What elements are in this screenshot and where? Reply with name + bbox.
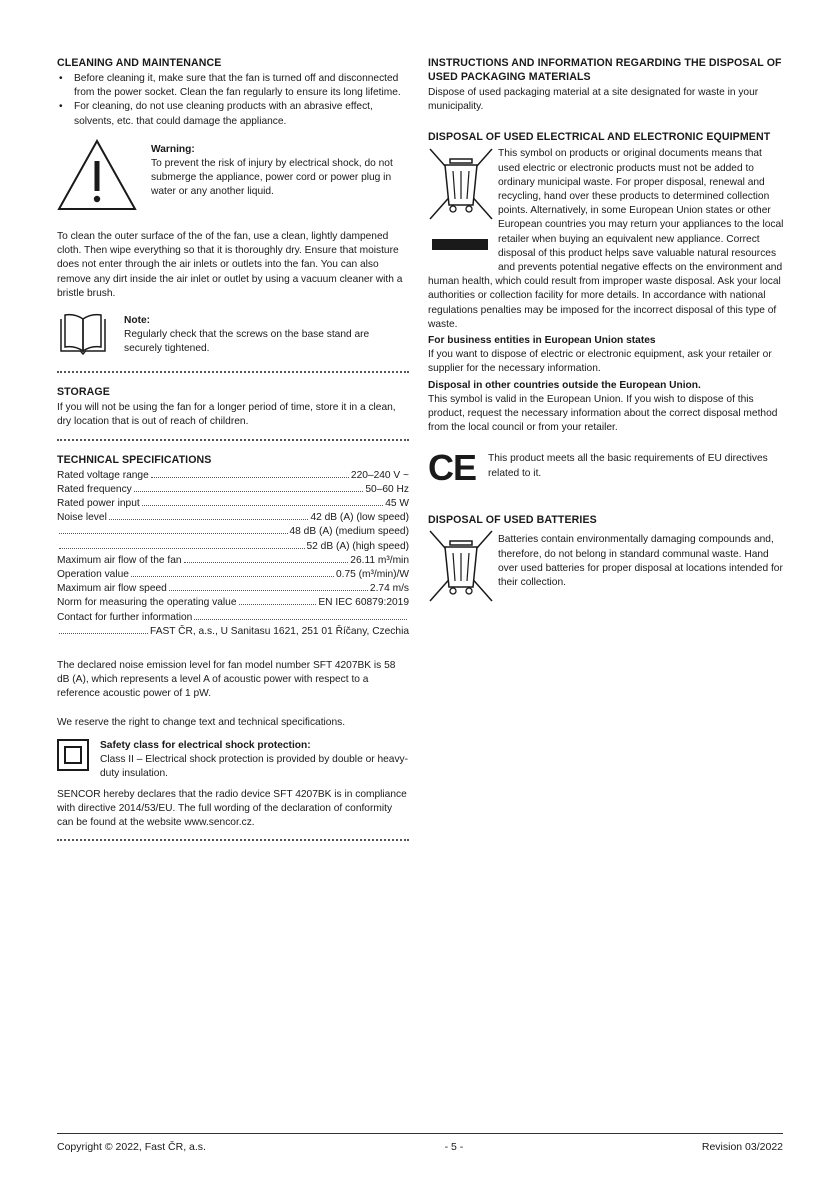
spec-label: Maximum air flow of the fan (57, 554, 182, 566)
spec-value: 26.11 m³/min (350, 554, 409, 566)
spec-label: Contact for further information (57, 611, 193, 623)
divider (57, 371, 409, 373)
spec-label: Operation value (57, 569, 129, 581)
page-footer (57, 1133, 783, 1154)
safety-title: Safety class for electrical shock protection: (100, 739, 311, 751)
declaration-text: SENCOR hereby declares that the radio device SFT 4207BK is in compliance with directive 2014/53/EU. The full wording of the declaration of conformity can be found at the website www.sencor.cz. (57, 788, 407, 828)
cleaning-paragraph: To clean the outer surface of the of the fan, use a clean, lightly dampened cloth. Then wipe everything so that it is thoroughly dry. Ensure that moisture does not enter through the air inlets or outlets into the fan. You can also remove any dirt inside the air inlet or outlet by using a vacuum cleaner with a bristle brush. (57, 231, 403, 299)
warning-triangle-icon (57, 139, 151, 216)
list-item: • For cleaning, do not use cleaning products with an abrasive effect, solvents, etc. that could damage the appliance. (57, 100, 409, 128)
spec-label: Rated power input (57, 498, 140, 510)
divider (57, 439, 409, 441)
business-text: If you want to dispose of electric or electronic equipment, ask your retailer or supplier for the necessary information. (428, 349, 772, 375)
storage-heading: STORAGE (57, 386, 110, 399)
packaging-text: Dispose of used packaging material at a site designated for waste in your municipality. (428, 87, 759, 113)
reserve-text: We reserve the right to change text and technical specifications. (57, 716, 346, 728)
weee-text: This symbol on products or original documents means that used electric or electronic products must not be added to ordinary municipal waste. For proper disposal, renewal and recycling, hand over these products to determined collection points. Alternatively, in some European Union states or other European countries you may return your appliances to the local retailer when buying an equivalent new appliance. Correct disposal of this product helps save valuable natural resources and prevents potential negative effects on the environment and human health, which could result from improper waste disposal. Ask your local authorities or collection facility for more details. In accordance with national regulations penalties may be imposed for the incorrect disposal of this type of waste. (428, 148, 784, 330)
spec-value: EN IEC 60879:2019 (318, 597, 409, 609)
spec-label: Rated frequency (57, 483, 132, 495)
class-ii-icon (57, 739, 100, 782)
crossed-bin-icon (428, 147, 498, 263)
packaging-heading: INSTRUCTIONS AND INFORMATION REGARDING THE DISPOSAL OF USED PACKAGING MATERIALS (428, 57, 782, 83)
storage-text: If you will not be using the fan for a longer period of time, store it in a clean, dry location that is out of reach of children. (57, 402, 396, 428)
spec-row (57, 611, 409, 625)
warning-title: Warning: (151, 143, 195, 155)
page-number: - 5 - (444, 1141, 464, 1153)
spec-value: 42 dB (A) (low speed) (310, 512, 409, 524)
spec-label: Noise level (57, 512, 107, 524)
note-title: Note: (124, 315, 151, 327)
spec-label: Rated voltage range (57, 469, 149, 481)
spec-row (57, 525, 409, 539)
spec-row (57, 469, 409, 483)
battery-bin-icon (428, 529, 498, 608)
left-column (57, 56, 409, 853)
warning-block (57, 139, 409, 216)
note-block (57, 311, 409, 362)
ce-text: This product meets all the basic requirements of EU directives related to it. (488, 453, 768, 479)
weee-block (428, 147, 784, 332)
batteries-heading: DISPOSAL OF USED BATTERIES (428, 514, 597, 527)
spec-list (57, 469, 409, 639)
divider (57, 839, 409, 841)
spec-row (57, 483, 409, 497)
noise-paragraph: The declared noise emission level for fan model number SFT 4207BK is 58 dB (A), which represents a level A of acoustic power with respect to a reference acoustic power of 1 pW. (57, 660, 396, 700)
batteries-block (428, 529, 784, 608)
ce-mark-icon: CE (428, 447, 477, 489)
spec-row (57, 511, 409, 525)
spec-row (57, 497, 409, 511)
warning-text: To prevent the risk of injury by electrical shock, do not submerge the appliance, power cord or power plug in water or any another liquid. (151, 158, 393, 198)
spec-value: 220–240 V ~ (350, 469, 409, 481)
revision: Revision 03/2022 (701, 1141, 783, 1153)
note-text: Regularly check that the screws on the base stand are securely tightened. (124, 329, 370, 355)
spec-value: 0.75 (m³/min)/W (335, 569, 409, 581)
spec-value: 50–60 Hz (365, 483, 409, 495)
spec-value: FAST ČR, a.s., U Sanitasu 1621, 251 01 Říčany, Czechia (150, 625, 409, 637)
spec-row (57, 625, 409, 639)
spec-row (57, 568, 409, 582)
ce-block (428, 449, 784, 487)
business-title: For business entities in European Union states (428, 335, 656, 347)
safety-block (57, 739, 409, 782)
cleaning-bullets (57, 72, 409, 129)
other-countries-title: Disposal in other countries outside the European Union. (428, 379, 701, 391)
tech-heading: TECHNICAL SPECIFICATIONS (57, 453, 212, 466)
copyright: Copyright © 2022, Fast ČR, a.s. (57, 1141, 206, 1153)
other-countries-text: This symbol is valid in the European Union. If you wish to dispose of this product, request the necessary information about the correct disposal method from the local council or from your retailer. (428, 393, 778, 434)
spec-value: 48 dB (A) (medium speed) (289, 526, 409, 538)
spec-row (57, 540, 409, 554)
spec-value: 2.74 m/s (369, 583, 409, 595)
cleaning-heading: CLEANING AND MAINTENANCE (57, 57, 222, 69)
spec-row (57, 554, 409, 568)
right-column (428, 56, 784, 609)
spec-row (57, 582, 409, 596)
spec-label: Maximum air flow speed (57, 583, 167, 595)
list-item: • Before cleaning it, make sure that the fan is turned off and disconnected from the power socket. Clean the fan regularly to ensure its long lifetime. (57, 72, 409, 100)
spec-label: Norm for measuring the operating value (57, 597, 237, 609)
spec-row (57, 596, 409, 610)
batteries-text: Batteries contain environmentally damaging compounds and, therefore, do not belong in standard communal waste. Hand over used batteries for proper disposal at locations intended for their collection. (498, 534, 783, 589)
weee-heading: DISPOSAL OF USED ELECTRICAL AND ELECTRONIC EQUIPMENT (428, 131, 771, 144)
safety-text: Class II – Electrical shock protection is provided by double or heavy-duty insulation. (100, 754, 409, 780)
spec-value: 52 dB (A) (high speed) (306, 540, 409, 552)
book-icon (57, 311, 124, 362)
spec-value: 45 W (385, 498, 409, 510)
